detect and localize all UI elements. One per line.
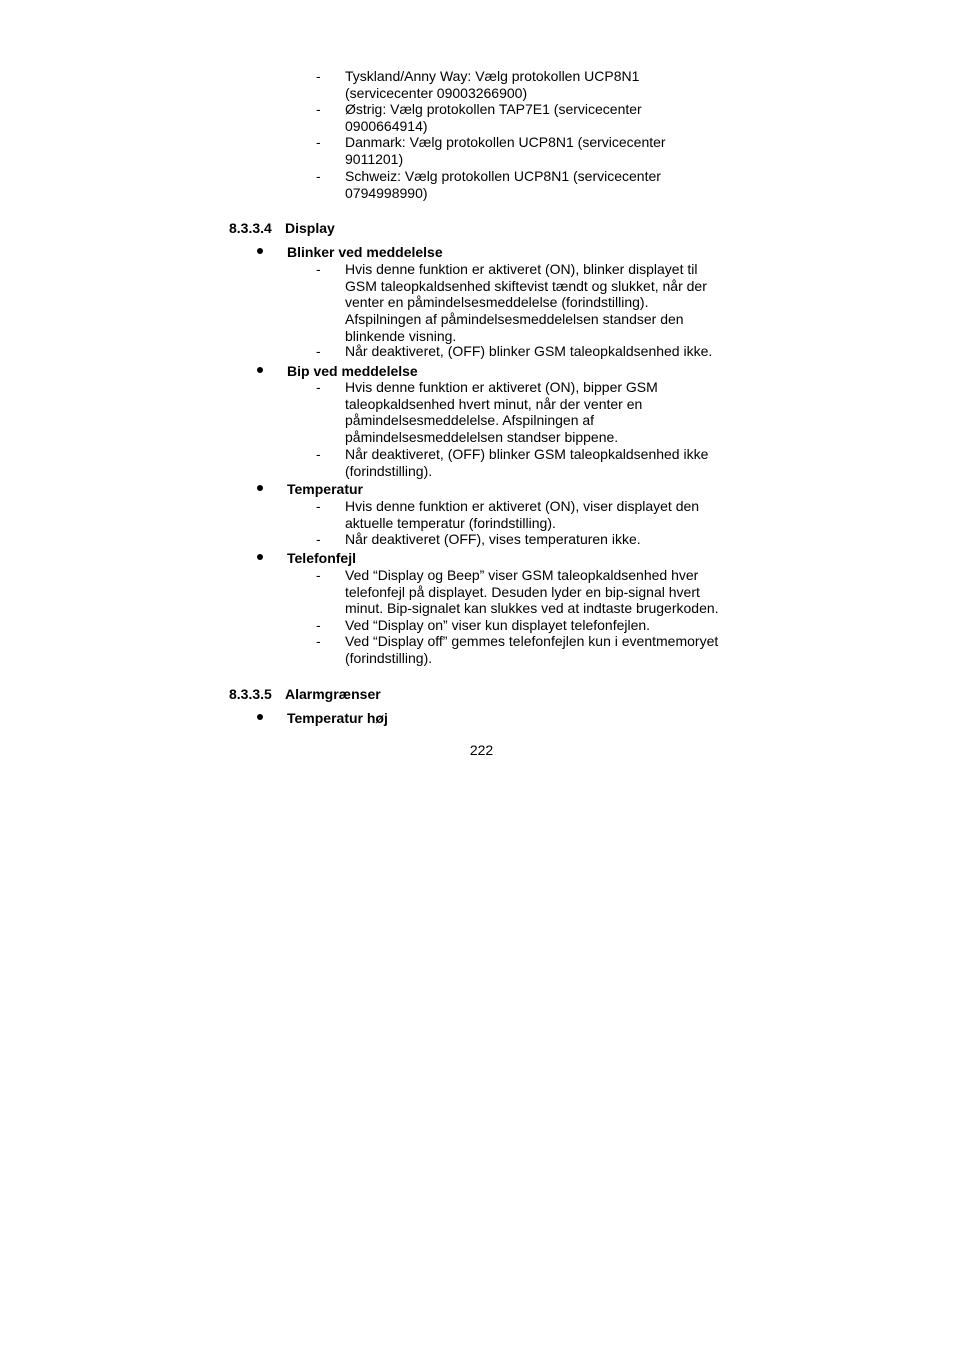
list-item-text: Hvis denne funktion er aktiveret (ON), blinker displayet til GSM taleopkaldsenhed skiftevist tændt og slukket, når der venter en påmindelsesmeddelelse (forindstilling). Afspilningen af påmindelsesmeddelelsen standser den blinkende visning. <box>345 261 707 344</box>
list-item-text: Når deaktiveret (OFF), vises temperaturen ikke. <box>345 531 641 547</box>
list-item-text: Når deaktiveret, (OFF) blinker GSM taleopkaldsenhed ikke. <box>345 343 713 359</box>
list-item-text: Hvis denne funktion er aktiveret (ON), bipper GSM taleopkaldsenhed hvert minut, når der venter en påmindelsesmeddelelse. Afspilningen af påmindelsesmeddelelsen standser bippene. <box>345 379 658 446</box>
bullet-icon <box>257 367 263 373</box>
dash-marker: - <box>316 261 321 277</box>
dash-marker: - <box>316 379 321 395</box>
list-item-text: Ved “Display og Beep” viser GSM taleopkaldsenhed hver telefonfejl på displayet. Desuden lyder en bip-signal hvert minut. Bip-signalet kan slukkes ved at indtaste brugerkoden. <box>345 567 719 617</box>
page-number: 222 <box>469 742 494 758</box>
list-item-text: Schweiz: Vælg protokollen UCP8N1 (servicecenter 0794998990) <box>345 168 661 201</box>
section-title: Display <box>285 220 335 236</box>
list-item-text: Ved “Display on” viser kun displayet telefonfejlen. <box>345 617 651 633</box>
bullet-icon <box>257 485 263 491</box>
dash-marker: - <box>316 446 321 462</box>
list-item-text: Hvis denne funktion er aktiveret (ON), viser displayet den aktuelle temperatur (forindstilling). <box>345 498 700 531</box>
bullet-label: Temperatur <box>287 481 363 497</box>
dash-marker: - <box>316 101 321 117</box>
bullet-label: Temperatur høj <box>287 710 388 726</box>
bullet-icon <box>257 554 263 560</box>
dash-marker: - <box>316 68 321 84</box>
bullet-icon <box>257 714 263 720</box>
dash-marker: - <box>316 531 321 547</box>
section-heading <box>229 686 381 702</box>
bullet-icon <box>257 248 263 254</box>
dash-marker: - <box>316 168 321 184</box>
dash-marker: - <box>316 567 321 583</box>
bullet-label: Bip ved meddelelse <box>287 363 418 379</box>
dash-marker: - <box>316 343 321 359</box>
dash-marker: - <box>316 633 321 649</box>
dash-marker: - <box>316 498 321 514</box>
list-item-text: Danmark: Vælg protokollen UCP8N1 (servicecenter 9011201) <box>345 134 666 167</box>
dash-marker: - <box>316 134 321 150</box>
bullet-label: Telefonfejl <box>287 550 356 566</box>
list-item-text: Østrig: Vælg protokollen TAP7E1 (servicecenter 0900664914) <box>345 101 642 134</box>
list-item-text: Ved “Display off” gemmes telefonfejlen kun i eventmemoryet (forindstilling). <box>345 633 719 666</box>
section-number: 8.3.3.5 <box>229 686 272 702</box>
section-number: 8.3.3.4 <box>229 220 272 236</box>
bullet-label: Blinker ved meddelelse <box>287 244 443 260</box>
section-heading <box>229 220 335 236</box>
list-item-text: Når deaktiveret, (OFF) blinker GSM taleopkaldsenhed ikke (forindstilling). <box>345 446 709 479</box>
dash-marker: - <box>316 617 321 633</box>
list-item-text: Tyskland/Anny Way: Vælg protokollen UCP8N1 (servicecenter 09003266900) <box>345 68 640 101</box>
section-title: Alarmgrænser <box>285 686 381 702</box>
